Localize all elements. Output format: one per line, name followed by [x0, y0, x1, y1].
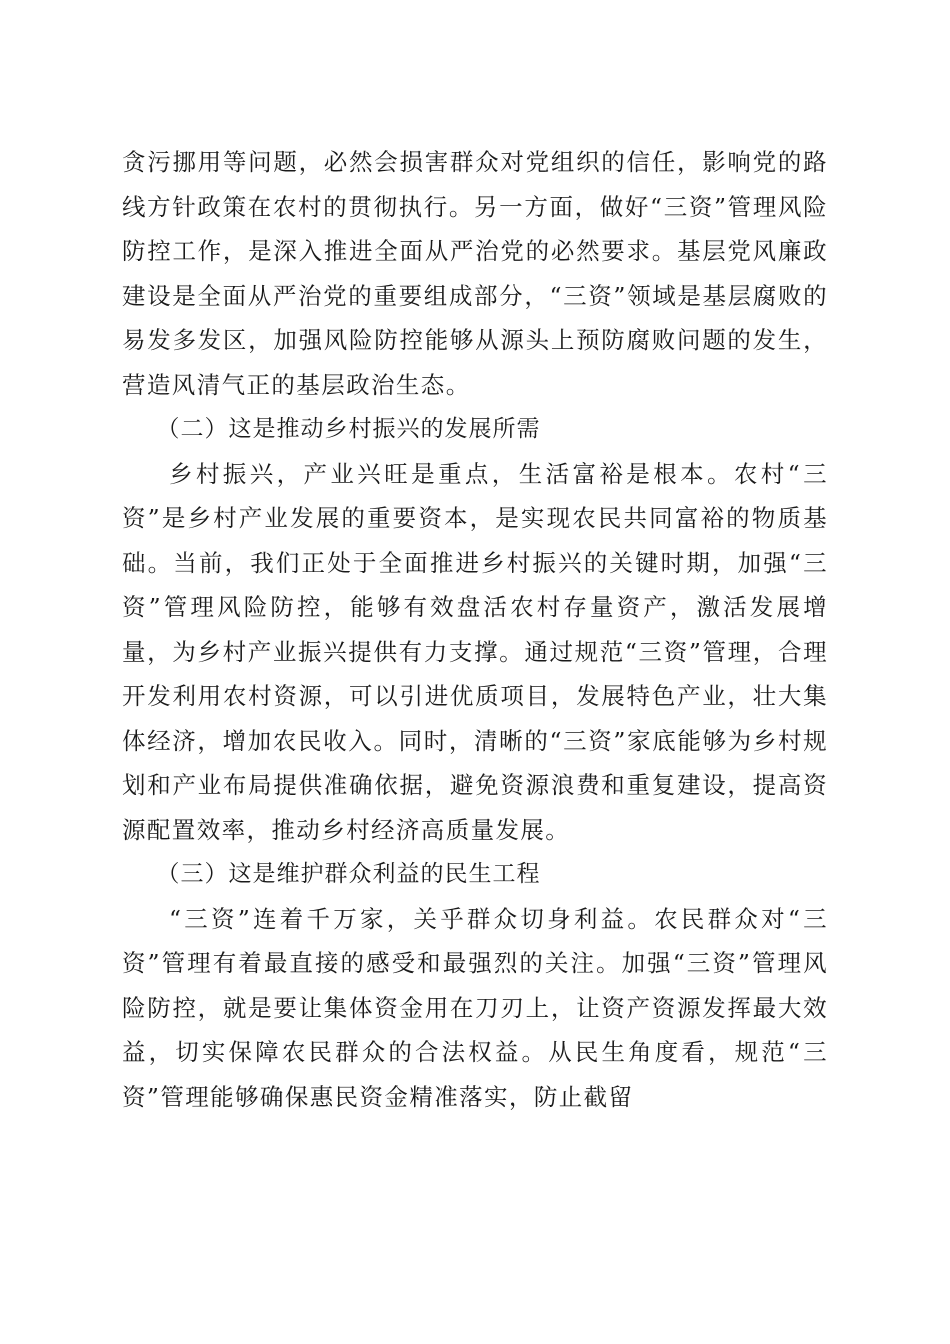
paragraph-rural-revitalization: 乡村振兴，产业兴旺是重点，生活富裕是根本。农村“三资”是乡村产业发展的重要资本，是实现农民共同富裕的物质基础。当前，我们正处于全面推进乡村振兴的关键时期，加强“三资”管理风险防控，能够有效盘活农村存量资产，激活发展增量，为乡村产业振兴提供有力支撑。通过规范“三资”管理，合理开发利用农村资源，可以引进优质项目，发展特色产业，壮大集体经济，增加农民收入。同时，清晰的“三资”家底能够为乡村规划和产业布局提供准确依据，避免资源浪费和重复建设，提高资源配置效率，推动乡村经济高质量发展。: [122, 459, 828, 844]
document-body: [122, 140, 828, 1119]
section-heading-3: （三）这是维护群众利益的民生工程: [156, 861, 541, 887]
paragraph-public-interest: “三资”连着千万家，关乎群众切身利益。农民群众对“三资”管理有着最直接的感受和最强烈的关注。加强“三资”管理风险防控，就是要让集体资金用在刀刃上，让资产资源发挥最大效益，切实保障农民群众的合法权益。从民生角度看，规范“三资”管理能够确保惠民资金精准落实，防止截留: [122, 904, 828, 1111]
section-heading-2: （二）这是推动乡村振兴的发展所需: [156, 416, 541, 442]
paragraph-continuation: 贪污挪用等问题，必然会损害群众对党组织的信任，影响党的路线方针政策在农村的贯彻执行。另一方面，做好“三资”管理风险防控工作，是深入推进全面从严治党的必然要求。基层党风廉政建设是全面从严治党的重要组成部分，“三资”领域是基层腐败的易发多发区，加强风险防控能够从源头上预防腐败问题的发生，营造风清气正的基层政治生态。: [122, 148, 828, 399]
